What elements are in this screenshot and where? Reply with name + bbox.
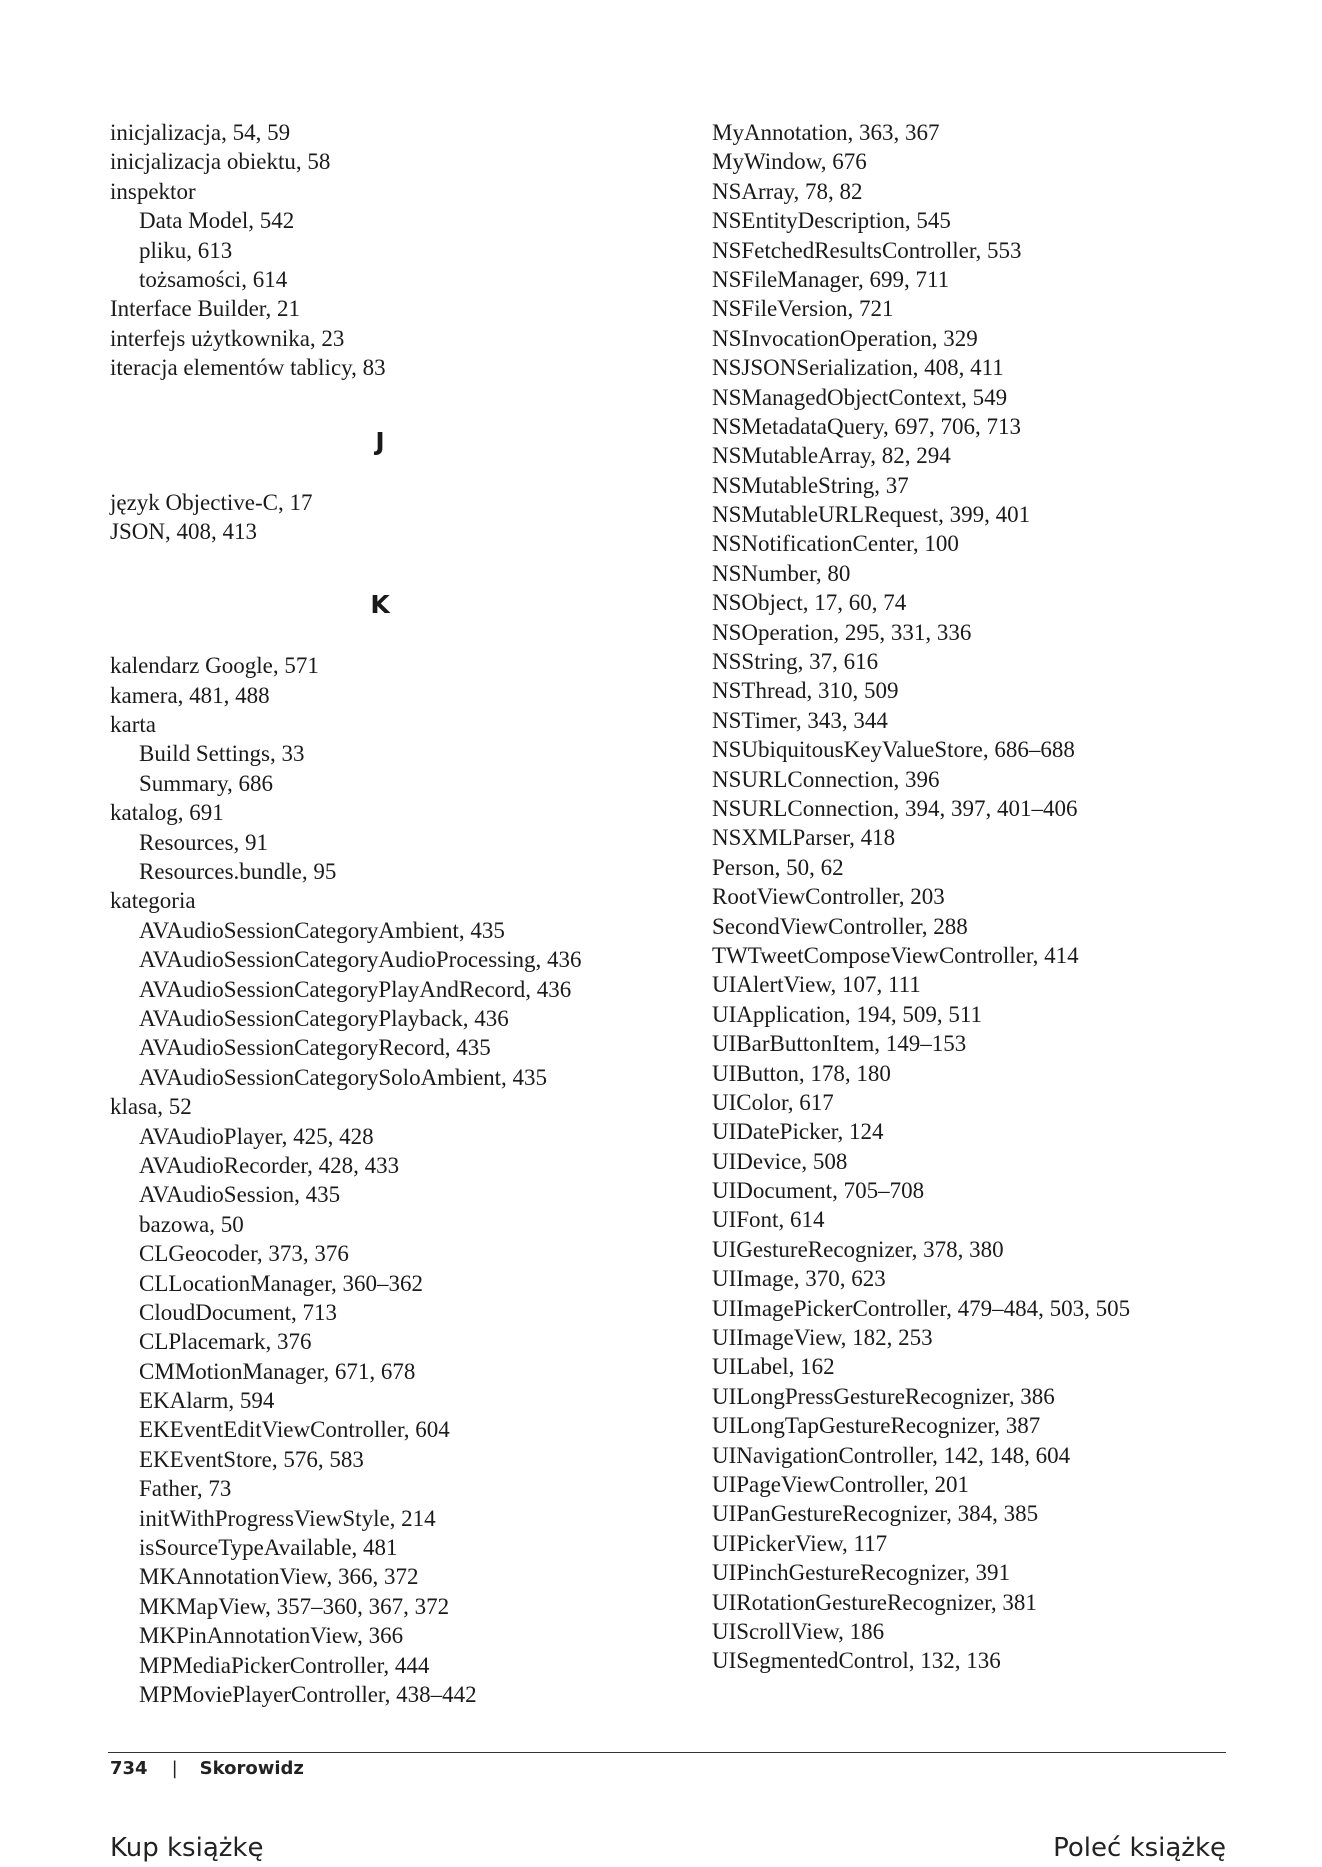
index-entry: iteracja elementów tablicy, 83	[110, 355, 386, 381]
index-entry: karta	[110, 712, 156, 738]
index-subentry: AVAudioSessionCategoryAmbient, 435	[139, 917, 505, 943]
index-subentry: MPMoviePlayerController, 438–442	[139, 1681, 477, 1707]
index-subentry: TWTweetComposeViewController, 414	[712, 942, 1079, 968]
index-subentry: AVAudioSessionCategorySoloAmbient, 435	[139, 1064, 548, 1090]
index-subentry: Build Settings, 33	[139, 741, 305, 767]
index-subentry: UIImage, 370, 623	[712, 1266, 886, 1292]
index-subentry: Father, 73	[139, 1476, 232, 1502]
index-subentry: CloudDocument, 713	[139, 1299, 338, 1325]
index-subentry: UIDevice, 508	[712, 1148, 848, 1174]
index-subentry: UIColor, 617	[712, 1089, 834, 1115]
index-subentry: CLPlacemark, 376	[139, 1329, 312, 1355]
recommend-book-link[interactable]: Poleć książkę	[1053, 1833, 1226, 1863]
index-entry: inspektor	[110, 178, 196, 204]
index-subentry: NSJSONSerialization, 408, 411	[712, 355, 1004, 381]
index-entry: Interface Builder, 21	[110, 296, 301, 322]
index-subentry: AVAudioSessionCategoryAudioProcessing, 436	[139, 947, 582, 973]
footer-rule	[108, 1752, 1226, 1753]
index-subentry: Resources, 91	[139, 829, 269, 855]
index-subentry: NSNotificationCenter, 100	[712, 531, 959, 557]
index-subentry: UINavigationController, 142, 148, 604	[712, 1442, 1071, 1468]
index-subentry: NSFileManager, 699, 711	[712, 266, 950, 292]
index-subentry: UIGestureRecognizer, 378, 380	[712, 1236, 1004, 1262]
index-subentry: NSUbiquitousKeyValueStore, 686–688	[712, 737, 1075, 763]
index-subentry: MyAnnotation, 363, 367	[712, 120, 940, 145]
index-subentry: NSEntityDescription, 545	[712, 208, 951, 234]
index-subentry: UIApplication, 194, 509, 511	[712, 1001, 983, 1027]
index-subentry: bazowa, 50	[139, 1211, 244, 1237]
index-subentry: CLGeocoder, 373, 376	[139, 1241, 349, 1267]
index-subentry: AVAudioSessionCategoryPlayAndRecord, 436	[139, 976, 572, 1002]
index-subentry: MKMapView, 357–360, 367, 372	[139, 1593, 450, 1619]
index-subentry: NSFileVersion, 721	[712, 296, 894, 322]
index-subentry: UIButton, 178, 180	[712, 1060, 891, 1086]
index-entry: kalendarz Google, 571	[110, 653, 319, 679]
index-subentry: EKEventStore, 576, 583	[139, 1446, 364, 1472]
index-subentry: initWithProgressViewStyle, 214	[139, 1505, 436, 1531]
index-column-right	[712, 118, 1252, 1676]
index-subentry: UIDatePicker, 124	[712, 1119, 884, 1145]
index-subentry: UIFont, 614	[712, 1207, 825, 1233]
index-subentry: NSThread, 310, 509	[712, 678, 899, 704]
index-entry: kamera, 481, 488	[110, 682, 270, 708]
index-subentry: UISegmentedControl, 132, 136	[712, 1648, 1001, 1674]
index-entry: inicjalizacja, 54, 59	[110, 120, 291, 145]
index-subentry: MPMediaPickerController, 444	[139, 1652, 430, 1678]
index-subentry: RootViewController, 203	[712, 884, 945, 910]
index-subentry: NSFetchedResultsController, 553	[712, 237, 1022, 263]
index-subentry: NSOperation, 295, 331, 336	[712, 619, 972, 645]
index-subentry: Summary, 686	[139, 770, 273, 796]
index-subentry: UILongTapGestureRecognizer, 387	[712, 1413, 1041, 1439]
index-subentry: NSNumber, 80	[712, 560, 851, 586]
index-entry: interfejs użytkownika, 23	[110, 325, 345, 351]
index-letter-heading: J	[375, 426, 385, 456]
index-subentry: UIRotationGestureRecognizer, 381	[712, 1589, 1037, 1615]
index-subentry: Data Model, 542	[139, 208, 295, 234]
index-subentry: isSourceTypeAvailable, 481	[139, 1535, 398, 1561]
index-subentry: UIBarButtonItem, 149–153	[712, 1031, 967, 1057]
index-subentry: UILabel, 162	[712, 1354, 835, 1380]
index-subentry: NSMetadataQuery, 697, 706, 713	[712, 413, 1021, 439]
index-entry: JSON, 408, 413	[110, 518, 257, 544]
index-subentry: Resources.bundle, 95	[139, 859, 337, 885]
index-subentry: NSURLConnection, 396	[712, 766, 940, 792]
index-subentry: UIAlertView, 107, 111	[712, 972, 921, 998]
index-column-left	[110, 118, 670, 1709]
index-subentry: MyWindow, 676	[712, 149, 867, 175]
index-subentry: UIDocument, 705–708	[712, 1178, 925, 1204]
index-subentry: MKAnnotationView, 366, 372	[139, 1564, 419, 1590]
index-subentry: AVAudioSessionCategoryPlayback, 436	[139, 1005, 509, 1031]
index-subentry: Person, 50, 62	[712, 854, 844, 880]
index-subentry: EKEventEditViewController, 604	[139, 1417, 450, 1443]
index-subentry: AVAudioRecorder, 428, 433	[139, 1152, 400, 1178]
index-entry: katalog, 691	[110, 800, 224, 826]
index-subentry: NSXMLParser, 418	[712, 825, 896, 851]
index-subentry: UIPinchGestureRecognizer, 391	[712, 1560, 1010, 1586]
index-subentry: NSString, 37, 616	[712, 649, 879, 675]
index-subentry: NSObject, 17, 60, 74	[712, 590, 907, 616]
index-subentry: NSArray, 78, 82	[712, 178, 863, 204]
index-entry: inicjalizacja obiektu, 58	[110, 149, 331, 175]
index-subentry: UILongPressGestureRecognizer, 386	[712, 1383, 1055, 1409]
index-subentry: NSManagedObjectContext, 549	[712, 384, 1008, 410]
buy-book-link[interactable]: Kup książkę	[110, 1833, 264, 1863]
index-subentry: pliku, 613	[139, 237, 233, 263]
index-subentry: NSMutableArray, 82, 294	[712, 443, 951, 469]
index-entry: klasa, 52	[110, 1094, 192, 1120]
index-subentry: UIPickerView, 117	[712, 1530, 888, 1556]
index-subentry: UIPanGestureRecognizer, 384, 385	[712, 1501, 1039, 1527]
index-subentry: NSMutableURLRequest, 399, 401	[712, 502, 1031, 528]
page-number: 734	[110, 1758, 148, 1779]
index-entry: język Objective-C, 17	[110, 489, 313, 515]
index-subentry: MKPinAnnotationView, 366	[139, 1623, 404, 1649]
index-subentry: UIScrollView, 186	[712, 1618, 885, 1644]
index-subentry: CMMotionManager, 671, 678	[139, 1358, 416, 1384]
page-footer	[110, 1758, 304, 1779]
index-subentry: UIImagePickerController, 479–484, 503, 505	[712, 1295, 1131, 1321]
index-subentry: NSTimer, 343, 344	[712, 707, 888, 733]
index-subentry: UIPageViewController, 201	[712, 1471, 970, 1497]
footer-separator: |	[171, 1758, 178, 1779]
index-subentry: AVAudioPlayer, 425, 428	[139, 1123, 374, 1149]
index-subentry: NSURLConnection, 394, 397, 401–406	[712, 795, 1078, 821]
index-subentry: UIImageView, 182, 253	[712, 1325, 933, 1351]
section-title: Skorowidz	[199, 1758, 304, 1779]
index-subentry: NSInvocationOperation, 329	[712, 325, 978, 351]
index-subentry: SecondViewController, 288	[712, 913, 968, 939]
index-entry: kategoria	[110, 888, 196, 914]
index-subentry: AVAudioSessionCategoryRecord, 435	[139, 1035, 491, 1061]
index-subentry: NSMutableString, 37	[712, 472, 909, 498]
index-subentry: tożsamości, 614	[139, 266, 288, 292]
index-subentry: EKAlarm, 594	[139, 1388, 275, 1414]
index-subentry: CLLocationManager, 360–362	[139, 1270, 423, 1296]
index-letter-heading: K	[370, 590, 390, 620]
index-subentry: AVAudioSession, 435	[139, 1182, 341, 1208]
